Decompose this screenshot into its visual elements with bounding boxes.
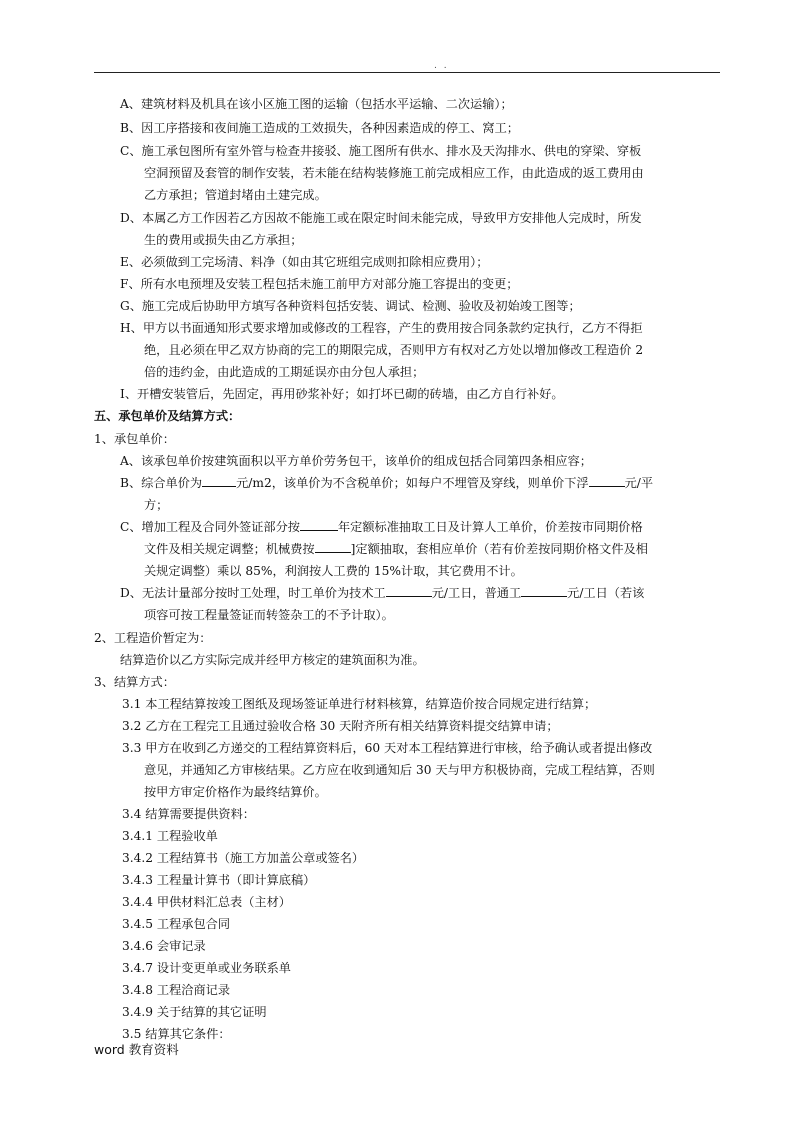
- item-a: A、建筑材料及机具在该小区施工图的运输（包括水平运输、二次运输）；: [120, 97, 513, 111]
- blank-field: [315, 540, 351, 553]
- price-item-a: A、该承包单价按建筑面积以平方单价劳务包干，该单价的组成包括合同第四条相应容；: [120, 454, 592, 468]
- item-i: I、开槽安装管后，先固定，再用砂浆补好；如打坏已砌的砖墙，由乙方自行补好。: [120, 387, 564, 401]
- blank-field: [202, 474, 236, 487]
- clause-3-4-7: 3.4.7 设计变更单或业务联系单: [122, 961, 291, 975]
- item-f: F、所有水电预埋及安装工程包括未施工前甲方对部分施工容提出的变更；: [120, 277, 519, 291]
- clause-3-5: 3.5 结算其它条件：: [122, 1027, 231, 1041]
- blank-field: [386, 584, 432, 597]
- item-g: G、施工完成后协助甲方填写各种资料包括安装、调试、检测、验收及初始竣工图等；: [120, 299, 581, 313]
- subsection-2-heading: 2、工程造价暂定为：: [94, 631, 212, 645]
- item-c-line2: 空洞预留及套管的制作安装，若未能在结构装修施工前完成相应工作，由此造成的返工费用由: [144, 166, 644, 180]
- price-item-d-line2: 项容可按工程量签证而转签杂工的不予计取）。: [144, 608, 394, 622]
- item-c-line3: 乙方承担；管道封堵由土建完成。: [144, 188, 327, 202]
- header-rule: [94, 72, 720, 73]
- item-h-line1: H、甲方以书面通知形式要求增加或修改的工程容，产生的费用按合同条款约定执行，乙方不得拒: [120, 321, 643, 335]
- price-item-c-line2: 文件及相关规定调整；机械费按 ]定额抽取，套相应单价（若有价差按同期价格文件及相: [144, 542, 648, 556]
- clause-3-4-9: 3.4.9 关于结算的其它证明: [122, 1005, 267, 1019]
- price-item-d-line1: D、无法计量部分按时工处理，时工单价为技术工 元/工日，普通工 元/工日（若该: [120, 586, 645, 600]
- item-d-line1: D、本属乙方工作因若乙方因故不能施工或在限定时间未能完成，导致甲方安排他人完成时，所发: [120, 211, 642, 225]
- item-h-line2: 绝，且必须在甲乙双方协商的完工的期限完成，否则甲方有权对乙方处以增加修改工程造价 2: [144, 343, 644, 357]
- subsection-2-text: 结算造价以乙方实际完成并经甲方核定的建筑面积为准。: [120, 653, 425, 667]
- price-item-c-line3: 关规定调整）乘以 85%，利润按人工费的 15%计取，其它费用不计。: [144, 564, 523, 578]
- clause-3-4-1: 3.4.1 工程验收单: [122, 829, 218, 843]
- item-h-line3: 倍的违约金，由此造成的工期延误亦由分包人承担；: [144, 365, 425, 379]
- item-b: B、因工序搭接和夜间施工造成的工效损失，各种因素造成的停工、窝工；: [120, 121, 519, 135]
- clause-3-4-6: 3.4.6 会审记录: [122, 939, 206, 953]
- clause-3-4: 3.4 结算需要提供资料：: [122, 807, 255, 821]
- price-item-c-line1: C、增加工程及合同外签证部分按 年定额标准抽取工日及计算人工单价，价差按市同期价格: [120, 520, 643, 534]
- clause-3-4-3: 3.4.3 工程量计算书（即计算底稿）: [122, 873, 316, 887]
- blank-field: [300, 518, 338, 531]
- section-5-heading: 五、承包单价及结算方式：: [94, 409, 241, 423]
- subsection-1-heading: 1、承包单价：: [94, 432, 175, 446]
- price-item-b-line1: B、综合单价为 元/m2，该单价为不含税单价；如每户不埋管及穿线，则单价下浮 元/平: [120, 476, 654, 490]
- clause-3-3-line1: 3.3 甲方在收到乙方递交的工程结算资料后，60 天对本工程结算进行审核，给予确认或者提出修改: [122, 741, 653, 755]
- item-e: E、必须做到工完场清、料净（如由其它班组完成则扣除相应费用）；: [120, 255, 489, 269]
- header-mark: . .: [434, 61, 449, 71]
- item-d-line2: 生的费用或损失由乙方承担；: [144, 233, 303, 247]
- clause-3-4-8: 3.4.8 工程洽商记录: [122, 983, 231, 997]
- clause-3-3-line2: 意见，并通知乙方审核结果。乙方应在收到通知后 30 天与甲方积极协商，完成工程结算，否则: [144, 763, 655, 777]
- item-c-line1: C、施工承包图所有室外管与检查井接驳、施工图所有供水、排水及天沟排水、供电的穿梁、穿板: [120, 144, 642, 158]
- clause-3-4-4: 3.4.4 甲供材料汇总表（主材）: [122, 895, 291, 909]
- clause-3-4-5: 3.4.5 工程承包合同: [122, 917, 231, 931]
- clause-3-4-2: 3.4.2 工程结算书（施工方加盖公章或签名）: [122, 851, 365, 865]
- blank-field: [589, 474, 625, 487]
- clause-3-2: 3.2 乙方在工程完工且通过验收合格 30 天附齐所有相关结算资料提交结算申请；: [122, 719, 559, 733]
- price-item-b-line2: 方；: [144, 498, 169, 512]
- footer-label: word 教育资料: [94, 1042, 179, 1057]
- subsection-3-heading: 3、结算方式：: [94, 675, 175, 689]
- clause-3-3-line3: 按甲方审定价格作为最终结算价。: [144, 785, 327, 799]
- blank-field: [521, 584, 567, 597]
- clause-3-1: 3.1 本工程结算按竣工图纸及现场签证单进行材料核算，结算造价按合同规定进行结算；: [122, 697, 597, 711]
